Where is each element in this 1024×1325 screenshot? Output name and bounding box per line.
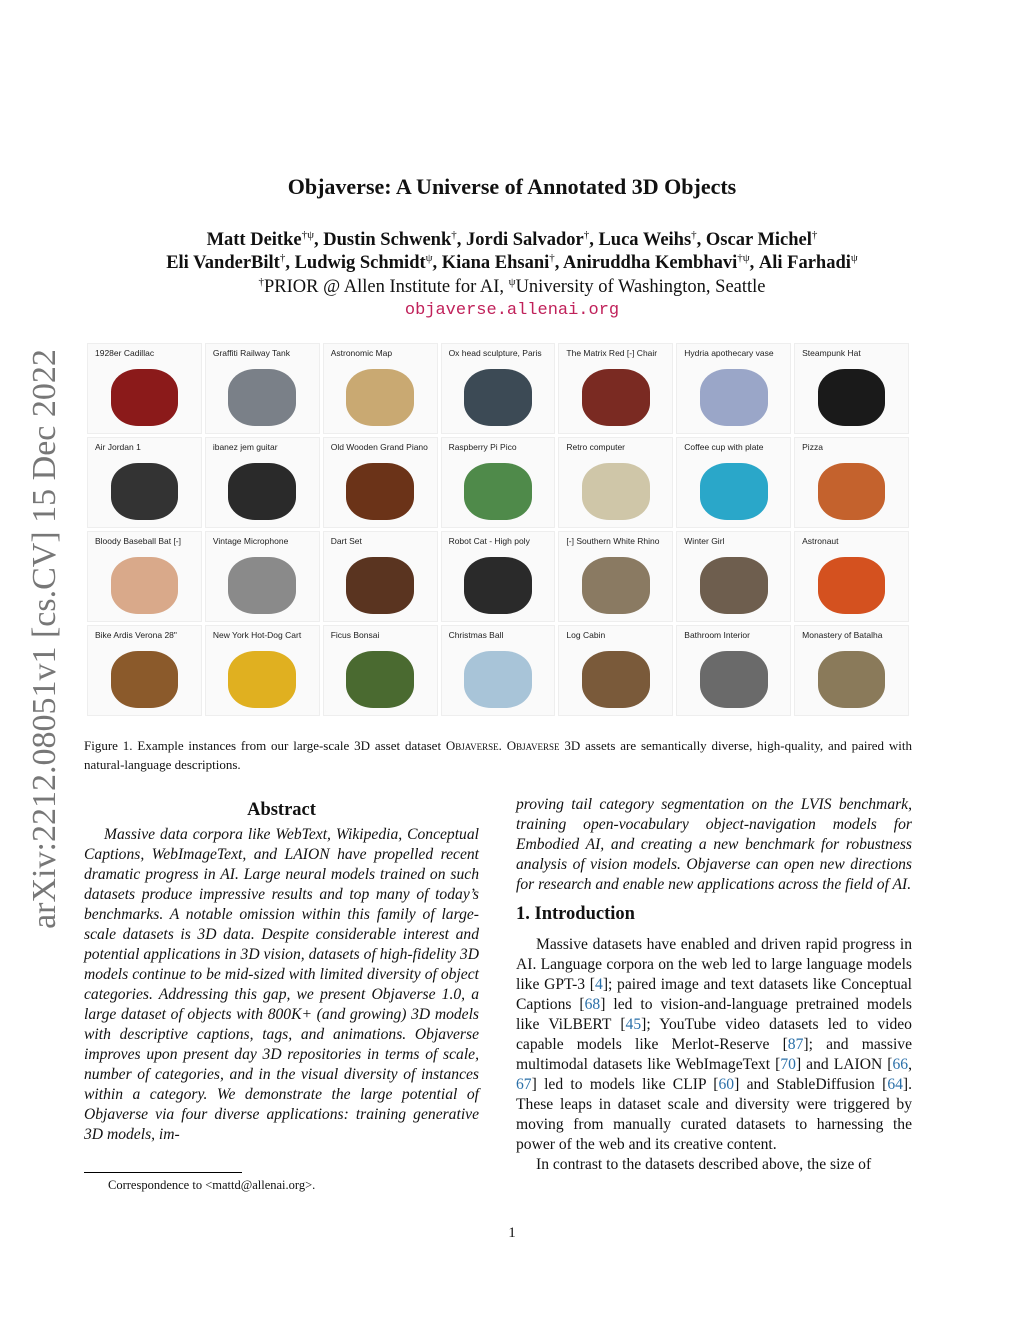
author-affiliation-mark: †ψ <box>737 252 750 264</box>
figure-item-label: 1928er Cadillac <box>95 348 155 358</box>
abstract-heading: Abstract <box>247 800 316 820</box>
object-render-image <box>700 369 768 426</box>
object-render-image <box>582 557 650 614</box>
caption-text: . <box>498 738 507 753</box>
affil-symbol: ψ <box>508 276 516 288</box>
right-column <box>516 795 912 1175</box>
author-affiliation-mark: † <box>549 252 555 264</box>
figure-item-label: ibanez jem guitar <box>212 442 278 452</box>
object-render-image <box>228 369 296 426</box>
figure-item <box>87 625 202 716</box>
citation-link[interactable]: 87 <box>787 1036 804 1053</box>
figure-item-label: Bike Ardis Verona 28" <box>95 630 177 640</box>
figure-item <box>323 531 438 622</box>
intro-text: , <box>908 1056 912 1073</box>
figure-item-label: Raspberry Pi Pico <box>448 442 517 452</box>
object-render-image <box>582 651 650 708</box>
footnote: Correspondence to <mattd@allenai.org>. <box>108 1178 316 1192</box>
affil-org-2: University of Washington, Seattle <box>515 277 766 298</box>
object-render-image <box>582 463 650 520</box>
figure-item <box>441 437 556 528</box>
left-column <box>84 800 479 1145</box>
figure-item <box>323 343 438 434</box>
author-affiliation-mark: ψ <box>425 252 433 264</box>
figure-item <box>87 437 202 528</box>
figure-item-label: [-] Southern White Rhino <box>566 536 660 546</box>
figure-item-label: Log Cabin <box>566 630 606 640</box>
citation-link[interactable]: 60 <box>718 1076 735 1093</box>
author-name: Oscar Michel <box>705 230 812 251</box>
figure-item <box>205 437 320 528</box>
figure-item-label: Astronaut <box>802 536 839 546</box>
object-render-image <box>582 369 650 426</box>
figure-item-label: Vintage Microphone <box>212 536 289 546</box>
intro-text: ]; paired image and text datasets like Conceptual Captions [ <box>516 976 913 1013</box>
figure-item <box>558 531 673 622</box>
figure-item-label: Astronomic Map <box>330 348 393 358</box>
figure-item <box>205 343 320 434</box>
citation-link[interactable]: 70 <box>780 1056 796 1073</box>
dataset-name: Objaverse <box>506 738 560 753</box>
author-name: Matt Deitke <box>206 230 302 251</box>
object-render-image <box>228 463 296 520</box>
citation-link[interactable]: 68 <box>584 996 601 1013</box>
figure-item <box>323 625 438 716</box>
figure-item <box>558 437 673 528</box>
author-affiliation-mark: ψ <box>850 252 858 264</box>
object-render-image <box>346 557 414 614</box>
figure-item <box>205 625 320 716</box>
paper-title: Objaverse: A Universe of Annotated 3D Objects <box>287 174 737 199</box>
figure-item-label: Bloody Baseball Bat [-] <box>95 536 181 546</box>
figure-1-grid <box>87 343 909 716</box>
figure-item-label: Bathroom Interior <box>684 630 750 640</box>
author-name: Ludwig Schmidt <box>294 253 426 274</box>
authors-line-2: Eli VanderBilt†, Ludwig Schmidt$^\psi$, Kiana Ehsani†, Aniruddha Kembhavi$^{\dagger\psi}$, Ali Farhadi$^\psi$ <box>166 252 858 274</box>
citation-link[interactable]: 64 <box>887 1076 903 1093</box>
figure-item-label: Graffiti Railway Tank <box>212 348 291 358</box>
figure-item-label: Robot Cat - High poly <box>448 536 530 546</box>
intro-text: ] and StableDiffusion [ <box>734 1076 888 1093</box>
figure-item-label: Steampunk Hat <box>802 348 861 358</box>
figure-item <box>441 531 556 622</box>
object-render-image <box>111 369 179 426</box>
abstract-text: Massive data corpora like WebText, Wikipedia, Conceptual Captions, WebImageText, and LAION have propelled recent dramatic progress in AI. Large neural models trained on such datasets produce impressive results and top many of today’s benchmarks. A notable omission within this family of large-scale datasets is 3D data. Despite considerable interest and potential applications in 3D vision, datasets of high-fidelity 3D models continue to be mid-sized with limited diversity of object categories. Addressing this gap, we present Objaverse 1.0, a large dataset of objects with 800K+ (and growing) 3D models with descriptive captions, tags, and animations. Objaverse improves upon present day 3D repositories in terms of scale, number of categories, and in the visual diversity of instances within a category. We demonstrate the large potential of Objaverse via four diverse applications: training generative 3D models, im- <box>84 826 479 1143</box>
author-affiliation-mark: † <box>583 229 590 241</box>
caption-text: Figure 1. Example instances from our large-scale 3D asset dataset <box>84 738 446 753</box>
figure-item <box>676 437 791 528</box>
figure-item <box>794 625 909 716</box>
intro-text: ]. These leaps in dataset scale and diversity were triggered by moving from manually curated datasets to harnessing the power of the web and its creative content. <box>516 1076 912 1153</box>
affil-org-1: PRIOR @ Allen Institute for AI, <box>263 277 509 298</box>
citation-link[interactable]: 4 <box>595 976 603 993</box>
object-render-image <box>464 463 532 520</box>
intro-text: ]; YouTube video datasets led to video capable models like Merlot-Reserve [ <box>516 1016 912 1053</box>
author-name: Ali Farhadi <box>758 253 851 274</box>
object-render-image <box>346 463 414 520</box>
author-affiliation-mark: † <box>451 229 457 241</box>
author-name: Aniruddha Kembhavi <box>562 253 738 274</box>
figure-item <box>441 343 556 434</box>
object-render-image <box>111 463 179 520</box>
affil-symbol: † <box>258 276 264 288</box>
author-name: Luca Weihs <box>598 230 692 251</box>
object-render-image <box>818 651 886 708</box>
figure-item <box>558 343 673 434</box>
introduction-heading: 1. Introduction <box>516 904 635 924</box>
figure-item <box>205 531 320 622</box>
figure-item-label: Retro computer <box>566 442 626 452</box>
figure-item <box>794 437 909 528</box>
object-render-image <box>228 651 296 708</box>
figure-item <box>441 625 556 716</box>
abstract-continued: proving tail category segmentation on the LVIS benchmark, training open-vocabulary object-navigation models for Embodied AI, and creating a new benchmark for robustness analysis of vision models. Objaverse can open new directions for research and enable new applications across the field of AI. <box>516 796 912 893</box>
citation-link[interactable]: 66 <box>892 1056 909 1073</box>
figure-item <box>794 343 909 434</box>
figure-item <box>323 437 438 528</box>
figure-item <box>558 625 673 716</box>
author-name: Kiana Ehsani <box>441 253 550 274</box>
object-render-image <box>464 651 532 708</box>
intro-text: ] led to models like CLIP [ <box>531 1076 719 1093</box>
object-render-image <box>818 557 886 614</box>
object-render-image <box>111 651 179 708</box>
figure-caption <box>84 736 912 774</box>
author-affiliation-mark: † <box>279 252 286 264</box>
object-render-image <box>700 463 768 520</box>
authors-line-1: Matt Deitke$^{\dagger\psi}$, Dustin Schwenk†, Jordi Salvador†, Luca Weihs†, Oscar Michel† <box>206 229 818 251</box>
intro-text: ]; and massive multimodal datasets like WebImageText [ <box>516 1036 912 1073</box>
author-name: Jordi Salvador <box>466 230 584 251</box>
author-name: Dustin Schwenk <box>323 230 452 251</box>
figure-item-label: Coffee cup with plate <box>684 442 764 452</box>
intro-paragraph-2: In contrast to the datasets described above, the size of <box>536 1156 872 1173</box>
figure-item <box>87 531 202 622</box>
arxiv-identifier: arXiv:2212.08051v1 [cs.CV] 15 Dec 2022 <box>26 349 63 929</box>
intro-text: ] led to vision-and-language pretrained models like ViLBERT [ <box>516 996 912 1033</box>
figure-item-label: Winter Girl <box>684 536 725 546</box>
figure-item-label: Ficus Bonsai <box>330 630 380 640</box>
object-render-image <box>818 463 886 520</box>
figure-item <box>794 531 909 622</box>
intro-text: ] and LAION [ <box>795 1056 893 1073</box>
figure-item-label: Christmas Ball <box>448 630 504 640</box>
figure-item-label: Hydria apothecary vase <box>684 348 774 358</box>
object-render-image <box>111 557 179 614</box>
dataset-name: Objaverse <box>445 738 499 753</box>
figure-item <box>676 343 791 434</box>
footnote-rule <box>84 1172 242 1173</box>
object-render-image <box>228 557 296 614</box>
caption-text: 3D assets are semantically diverse, high-quality, and paired with natural-language descriptions. <box>84 738 913 772</box>
affiliations <box>0 276 1024 298</box>
object-render-image <box>346 651 414 708</box>
figure-item-label: The Matrix Red [-] Chair <box>566 348 658 358</box>
figure-item-label: Old Wooden Grand Piano <box>330 442 428 452</box>
author-affiliation-mark: † <box>811 229 818 241</box>
page-number: 1 <box>508 1225 516 1241</box>
object-render-image <box>464 369 532 426</box>
author-affiliation-mark: †ψ <box>301 229 314 241</box>
object-render-image <box>700 651 768 708</box>
figure-item-label: Air Jordan 1 <box>95 442 141 452</box>
citation-link[interactable]: 45 <box>625 1016 642 1033</box>
figure-item-label: Ox head sculpture, Paris <box>448 348 542 358</box>
intro-text: Massive datasets have enabled and driven rapid progress in AI. Language corpora on the web led to large language models like GPT-3 [ <box>516 936 912 993</box>
figure-item <box>87 343 202 434</box>
object-render-image <box>346 369 414 426</box>
citation-link[interactable]: 67 <box>516 1076 532 1093</box>
figure-item-label: Dart Set <box>330 536 362 546</box>
author-name: Eli VanderBilt <box>166 253 280 274</box>
author-affiliation-mark: † <box>691 229 697 241</box>
object-render-image <box>700 557 768 614</box>
figure-item-label: Monastery of Batalha <box>802 630 883 640</box>
object-render-image <box>464 557 532 614</box>
intro-paragraph-1 <box>516 935 912 1155</box>
figure-item-label: New York Hot-Dog Cart <box>212 630 302 640</box>
project-url-link[interactable]: objaverse.allenai.org <box>404 301 620 320</box>
figure-item <box>676 625 791 716</box>
object-render-image <box>818 369 886 426</box>
figure-item <box>676 531 791 622</box>
figure-item-label: Pizza <box>802 442 823 452</box>
